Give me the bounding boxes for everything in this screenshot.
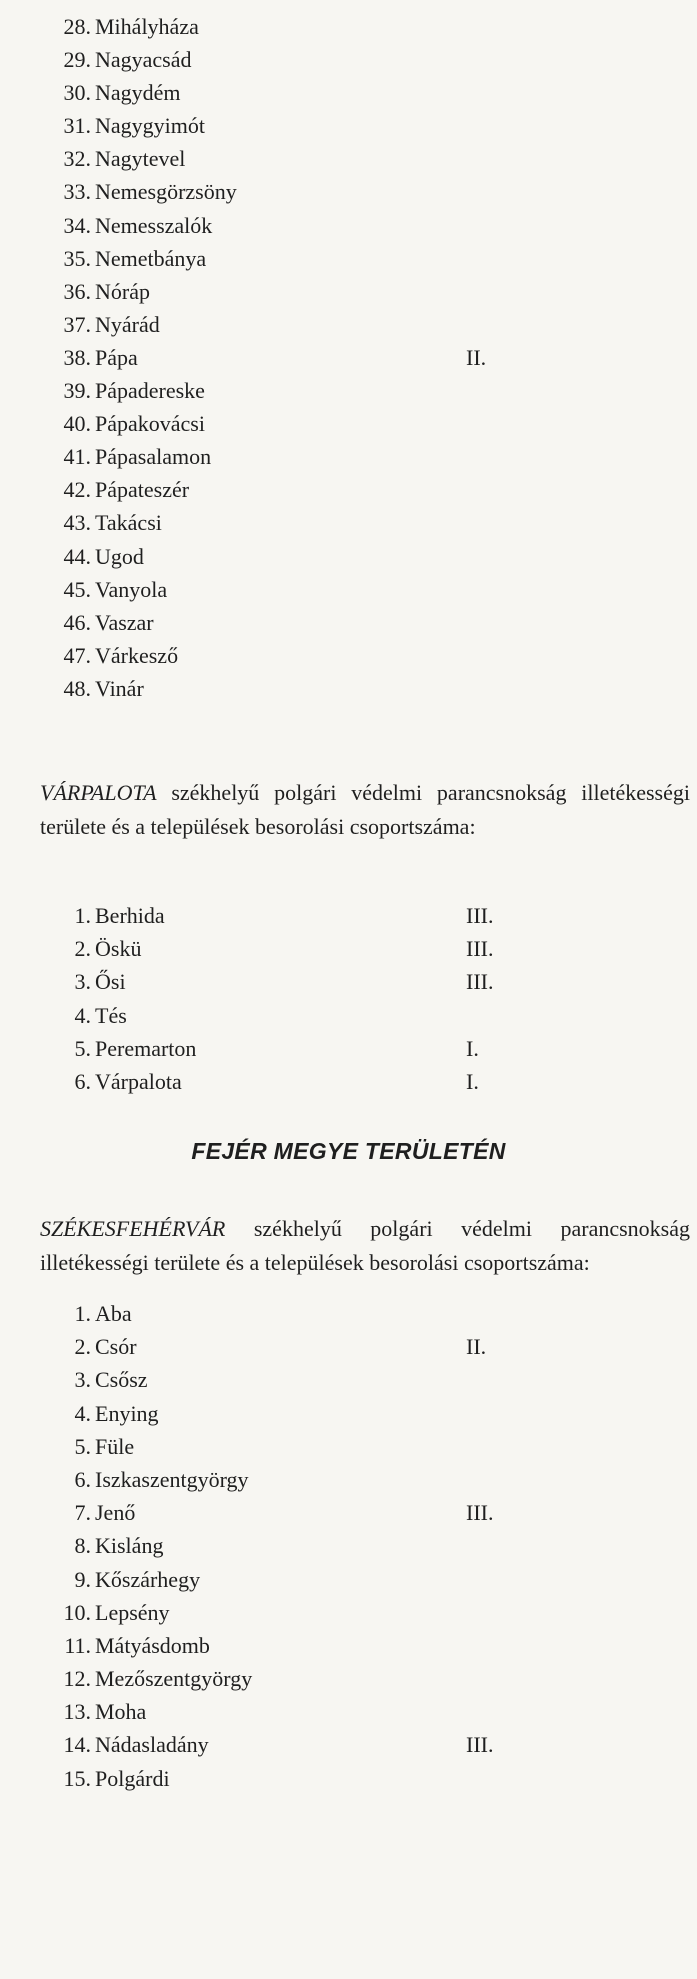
item-number: 32.	[63, 146, 91, 172]
group-number: III.	[466, 903, 494, 928]
list-item	[0, 1397, 697, 1430]
item-number: 13.	[63, 1699, 91, 1725]
settlement-name: Jenő	[95, 1500, 136, 1526]
item-number: 45.	[63, 576, 91, 602]
list-item	[0, 1529, 697, 1562]
item-number: 6.	[74, 1466, 91, 1492]
list-item	[0, 999, 697, 1032]
settlement-name: Iszkaszentgyörgy	[95, 1466, 249, 1492]
settlement-list-varpalota	[0, 899, 697, 1098]
list-item	[0, 1496, 697, 1529]
szekesfehervar-intro	[40, 1212, 690, 1280]
settlement-name: Peremarton	[95, 1035, 197, 1061]
settlement-name: Mihályháza	[95, 14, 199, 39]
item-number: 43.	[63, 510, 91, 536]
list-item	[0, 275, 697, 308]
item-number: 34.	[63, 212, 91, 238]
list-item	[0, 440, 697, 473]
list-item	[0, 308, 697, 341]
item-number: 2.	[74, 936, 91, 962]
item-number: 6.	[74, 1068, 91, 1094]
item-number: 36.	[63, 278, 91, 304]
list-item	[0, 1065, 697, 1098]
settlement-name: Pápa	[95, 344, 138, 370]
settlement-name: Csór	[95, 1334, 137, 1360]
list-item	[0, 899, 697, 932]
settlement-name: Lepsény	[95, 1599, 170, 1625]
item-number: 1.	[74, 903, 91, 928]
list-item	[0, 1596, 697, 1629]
list-item	[0, 1629, 697, 1662]
settlement-name: Nagytevel	[95, 146, 186, 172]
list-item	[0, 1662, 697, 1695]
settlement-name: Nagydém	[95, 80, 181, 106]
item-number: 5.	[74, 1035, 91, 1061]
settlement-name: Mátyásdomb	[95, 1632, 210, 1658]
settlement-name: Vinár	[95, 675, 144, 701]
list-item	[0, 965, 697, 998]
szekesfehervar-intro-text: székhelyű polgári védelmi parancsnokság illetékességi területe és a települések besorolási csoportszáma:	[40, 1216, 690, 1275]
list-item	[0, 540, 697, 573]
group-number: I.	[466, 1068, 479, 1094]
item-number: 42.	[63, 477, 91, 503]
item-number: 31.	[63, 113, 91, 139]
settlement-name: Aba	[95, 1301, 132, 1326]
group-number: III.	[466, 969, 494, 995]
list-item	[0, 142, 697, 175]
group-number: II.	[466, 344, 487, 370]
settlement-name: Tés	[95, 1002, 127, 1028]
section-heading-fejer: FEJÉR MEGYE TERÜLETÉN	[191, 1138, 506, 1164]
settlement-name: Moha	[95, 1699, 147, 1725]
item-number: 44.	[63, 543, 91, 569]
item-number: 48.	[63, 675, 91, 701]
settlement-list-veszprem	[0, 10, 697, 705]
group-number: III.	[466, 1732, 494, 1758]
settlement-name: Füle	[95, 1433, 135, 1459]
settlement-name: Vanyola	[95, 576, 168, 602]
item-number: 14.	[63, 1732, 91, 1758]
varpalota-intro-text: székhelyű polgári védelmi parancsnokság illetékességi területe és a települések besorolási csoportszáma:	[40, 780, 690, 839]
item-number: 10.	[63, 1599, 91, 1625]
list-item	[0, 1695, 697, 1728]
list-item	[0, 341, 697, 374]
list-item	[0, 1330, 697, 1363]
item-number: 4.	[74, 1400, 91, 1426]
settlement-name: Nemesszalók	[95, 212, 213, 238]
settlement-name: Kisláng	[95, 1533, 164, 1559]
group-number: II.	[466, 1334, 487, 1360]
list-item	[0, 1728, 697, 1761]
settlement-name: Nemesgörzsöny	[95, 179, 237, 205]
settlement-name: Ősi	[95, 969, 126, 995]
list-item	[0, 109, 697, 142]
settlement-name: Öskü	[95, 936, 142, 962]
item-number: 15.	[63, 1765, 91, 1791]
settlement-name: Vaszar	[95, 609, 154, 635]
settlement-name: Polgárdi	[95, 1765, 170, 1791]
item-number: 3.	[74, 1367, 91, 1393]
list-item	[0, 175, 697, 208]
item-number: 1.	[74, 1301, 91, 1326]
group-number: I.	[466, 1035, 479, 1061]
varpalota-intro	[40, 776, 690, 844]
list-item	[0, 1297, 697, 1330]
szekesfehervar-city-name: SZÉKESFEHÉRVÁR	[40, 1216, 226, 1241]
list-item	[0, 374, 697, 407]
list-item	[0, 1463, 697, 1496]
item-number: 41.	[63, 444, 91, 470]
list-item	[0, 407, 697, 440]
item-number: 35.	[63, 245, 91, 271]
item-number: 28.	[63, 14, 91, 39]
item-number: 7.	[74, 1500, 91, 1526]
group-number: III.	[466, 936, 494, 962]
settlement-name: Mezőszentgyörgy	[95, 1666, 253, 1692]
list-item	[0, 1430, 697, 1463]
list-item	[0, 573, 697, 606]
list-item	[0, 506, 697, 539]
settlement-name: Berhida	[95, 903, 165, 928]
item-number: 46.	[63, 609, 91, 635]
list-item	[0, 1032, 697, 1065]
item-number: 9.	[74, 1566, 91, 1592]
settlement-name: Nagygyimót	[95, 113, 205, 139]
list-item	[0, 473, 697, 506]
varpalota-city-name: VÁRPALOTA	[40, 780, 157, 805]
list-item	[0, 209, 697, 242]
settlement-name: Nagyacsád	[95, 47, 192, 73]
settlement-name: Pápakovácsi	[95, 411, 205, 437]
settlement-name: Csősz	[95, 1367, 148, 1393]
item-number: 29.	[63, 47, 91, 73]
list-item	[0, 606, 697, 639]
settlement-name: Pápateszér	[95, 477, 190, 503]
settlement-name: Várpalota	[95, 1068, 182, 1094]
list-item	[0, 932, 697, 965]
list-item	[0, 639, 697, 672]
item-number: 37.	[63, 311, 91, 337]
settlement-name: Kőszárhegy	[95, 1566, 201, 1592]
list-item	[0, 43, 697, 76]
list-item	[0, 672, 697, 705]
item-number: 38.	[63, 344, 91, 370]
item-number: 11.	[64, 1632, 91, 1658]
item-number: 12.	[63, 1666, 91, 1692]
list-item	[0, 242, 697, 275]
item-number: 47.	[63, 642, 91, 668]
settlement-name: Pápadereske	[95, 378, 205, 404]
settlement-name: Enying	[95, 1400, 159, 1426]
list-item	[0, 76, 697, 109]
group-number: III.	[466, 1500, 494, 1526]
list-item	[0, 1363, 697, 1396]
settlement-name: Nóráp	[95, 278, 150, 304]
list-item	[0, 10, 697, 43]
item-number: 8.	[74, 1533, 91, 1559]
item-number: 4.	[74, 1002, 91, 1028]
settlement-name: Várkesző	[95, 642, 179, 668]
item-number: 3.	[74, 969, 91, 995]
item-number: 40.	[63, 411, 91, 437]
settlement-name: Pápasalamon	[95, 444, 212, 470]
settlement-name: Nádasladány	[95, 1732, 209, 1758]
settlement-name: Nyárád	[95, 311, 160, 337]
item-number: 2.	[74, 1334, 91, 1360]
item-number: 33.	[63, 179, 91, 205]
list-item	[0, 1563, 697, 1596]
item-number: 30.	[63, 80, 91, 106]
item-number: 39.	[63, 378, 91, 404]
list-item	[0, 1762, 697, 1795]
settlement-name: Nemetbánya	[95, 245, 207, 271]
settlement-name: Takácsi	[95, 510, 162, 536]
item-number: 5.	[74, 1433, 91, 1459]
settlement-name: Ugod	[95, 543, 144, 569]
settlement-list-szekesfehervar	[0, 1297, 697, 1795]
